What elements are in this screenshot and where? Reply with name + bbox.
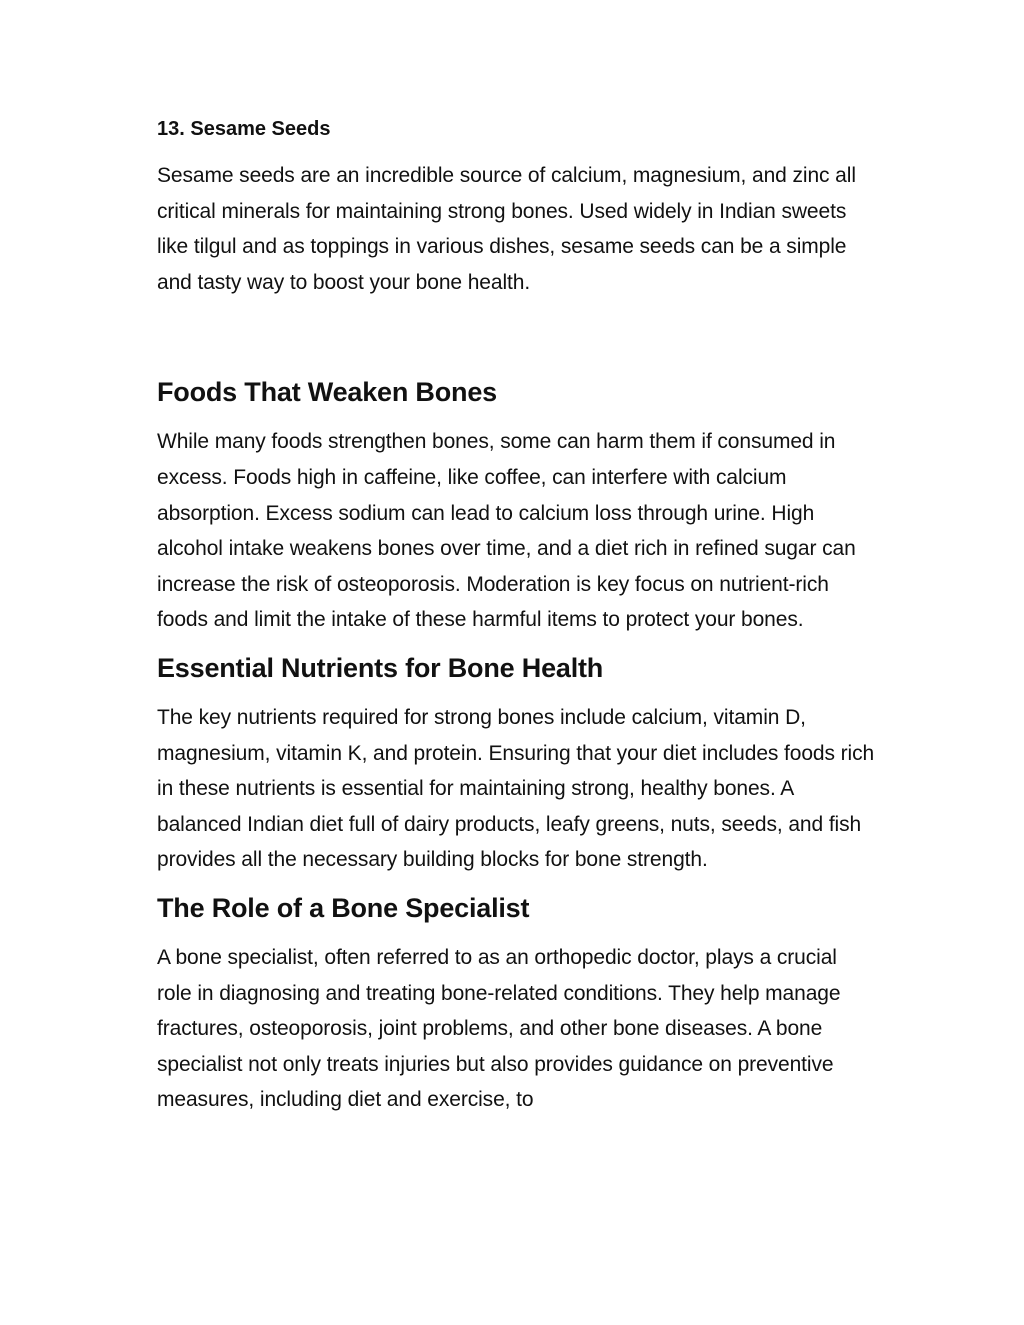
foods-that-weaken-paragraph: While many foods strengthen bones, some can harm them if consumed in excess. Foods high in caffeine, like coffee, can interfere with calcium absorption. Excess sodium can lead to calcium loss through urine. High alcohol intake weakens bones over time, and a diet rich in refined sugar can increase the risk of osteoporosis. Moderation is key focus on nutrient-rich foods and limit the intake of these harmful items to protect your bones. (157, 430, 856, 632)
heading-foods-that-weaken-bones: Foods That Weaken Bones (157, 377, 497, 408)
heading-essential-nutrients: Essential Nutrients for Bone Health (157, 652, 604, 683)
role-of-specialist-paragraph: A bone specialist, often referred to as an orthopedic doctor, plays a crucial role in diagnosing and treating bone-related conditions. They help manage fractures, osteoporosis, joint problems, and other bone diseases. A bone specialist not only treats injuries but also provides guidance on preventive measures, including diet and exercise, to (157, 945, 841, 1112)
document-page (157, 112, 877, 1118)
heading-role-of-bone-specialist: The Role of a Bone Specialist (157, 892, 530, 923)
sesame-seeds-paragraph: Sesame seeds are an incredible source of calcium, magnesium, and zinc all critical minerals for maintaining strong bones. Used widely in Indian sweets like tilgul and as toppings in various dishes, sesame seeds can be a simple and tasty way to boost your bone health. (157, 164, 856, 294)
section-heading-sesame-seeds: 13. Sesame Seeds (157, 118, 331, 140)
essential-nutrients-paragraph: The key nutrients required for strong bones include calcium, vitamin D, magnesium, vitamin K, and protein. Ensuring that your diet includes foods rich in these nutrients is essential for maintaining strong, healthy bones. A balanced Indian diet full of dairy products, leafy greens, nuts, seeds, and fish provides all the necessary building blocks for bone strength. (157, 705, 875, 872)
